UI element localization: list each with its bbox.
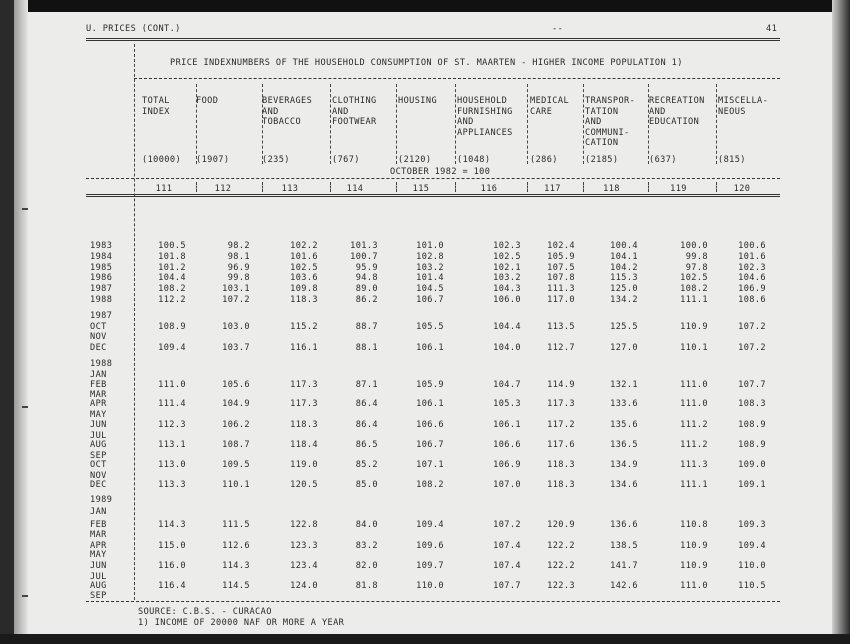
table-cell: 104.4 (493, 322, 521, 332)
table-cell: 115.0 (158, 541, 186, 551)
code-separator (196, 182, 197, 192)
row-label: AUG (90, 440, 107, 450)
table-cell: 113.3 (158, 480, 186, 490)
table-cell: 118.3 (547, 460, 575, 470)
column-header-label: AND (585, 117, 602, 127)
table-cell: 105.9 (547, 252, 575, 262)
table-cell: 102.3 (493, 241, 521, 251)
column-weight: (815) (718, 155, 746, 165)
column-header-label: MISCELLA- (718, 96, 769, 106)
table-cell: 119.0 (290, 460, 318, 470)
table-cell: 118.3 (547, 480, 575, 490)
column-header-label: HOUSING (398, 96, 438, 106)
table-cell: 122.3 (547, 581, 575, 591)
table-cell: 111.0 (680, 399, 708, 409)
table-cell: 86.5 (355, 440, 378, 450)
row-label: SEP (90, 451, 107, 461)
column-separator (396, 84, 397, 164)
table-cell: 104.0 (493, 343, 521, 353)
table-cell: 111.0 (158, 380, 186, 390)
column-header-label: TOTAL (142, 96, 170, 106)
code-separator (455, 182, 456, 192)
table-cell: 120.5 (290, 480, 318, 490)
table-cell: 123.4 (290, 561, 318, 571)
column-code: 118 (603, 184, 620, 194)
table-cell: 108.9 (158, 322, 186, 332)
table-cell: 81.8 (355, 581, 378, 591)
table-cell: 110.9 (680, 322, 708, 332)
column-header-label: CATION (585, 138, 619, 148)
table-cell: 125.5 (610, 322, 638, 332)
table-cell: 88.7 (355, 322, 378, 332)
code-separator (330, 182, 331, 192)
table-cell: 117.2 (547, 420, 575, 430)
table-cell: 102.4 (547, 241, 575, 251)
table-cell: 100.5 (158, 241, 186, 251)
scan-left-edge (0, 0, 14, 644)
table-cell: 102.5 (493, 252, 521, 262)
table-cell: 100.4 (610, 241, 638, 251)
table-cell: 101.0 (416, 241, 444, 251)
column-code: 119 (670, 184, 687, 194)
code-separator (396, 182, 397, 192)
row-label: DEC (90, 343, 107, 353)
table-title: PRICE INDEXNUMBERS OF THE HOUSEHOLD CONSUMPTION OF ST. MAARTEN - HIGHER INCOME POPULATION 1) (170, 58, 683, 68)
table-cell: 106.2 (222, 420, 250, 430)
column-code: 113 (281, 184, 299, 194)
table-cell: 109.1 (738, 480, 766, 490)
column-header-label: CLOTHING (332, 96, 377, 106)
column-separator (716, 84, 717, 164)
column-separator (583, 84, 584, 164)
table-cell: 107.7 (738, 380, 766, 390)
row-label: MAY (90, 550, 107, 560)
table-cell: 100.6 (738, 241, 766, 251)
row-label: NOV (90, 332, 107, 342)
stub-divider (134, 44, 135, 600)
scan-bottom-edge (0, 634, 850, 644)
column-header-label: HOUSEHOLD (457, 96, 508, 106)
table-cell: 111.1 (680, 480, 708, 490)
table-cell: 107.2 (222, 295, 250, 305)
column-weight: (235) (262, 155, 290, 165)
row-label: 1987 (90, 311, 113, 321)
header-mid-mark: -- (552, 24, 564, 34)
table-cell: 117.3 (547, 399, 575, 409)
table-cell: 106.9 (493, 460, 521, 470)
column-header-label: FURNISHING (457, 106, 513, 117)
page-number: 41 (766, 24, 778, 34)
table-cell: 88.1 (355, 343, 378, 353)
table-cell: 101.4 (416, 273, 444, 283)
table-cell: 111.3 (547, 284, 575, 294)
code-separator (648, 182, 649, 192)
column-header-label: BEVERAGES (262, 96, 313, 106)
table-cell: 114.9 (547, 380, 575, 390)
table-cell: 105.9 (416, 380, 444, 390)
column-header-label: TATION (585, 106, 619, 117)
table-cell: 104.2 (610, 263, 638, 273)
table-cell: 111.5 (222, 520, 250, 530)
table-cell: 127.0 (610, 343, 638, 353)
binding-mark (22, 595, 28, 597)
table-cell: 115.3 (610, 273, 638, 283)
table-cell: 107.7 (493, 581, 521, 591)
binding-mark (22, 406, 28, 408)
column-weight: (10000) (142, 155, 182, 165)
table-cell: 101.8 (158, 252, 186, 262)
table-cell: 108.7 (222, 440, 250, 450)
row-label: 1988 (90, 295, 113, 305)
table-cell: 123.3 (290, 541, 318, 551)
row-label: JUL (90, 431, 107, 441)
column-weight: (286) (530, 155, 558, 165)
table-cell: 109.6 (416, 541, 444, 551)
column-header-label: TOBACCO (262, 117, 302, 127)
row-label: 1985 (90, 263, 113, 273)
table-cell: 102.5 (680, 273, 708, 283)
table-cell: 134.2 (610, 295, 638, 305)
column-header-label: NEOUS (718, 106, 746, 117)
row-label: 1984 (90, 252, 113, 262)
row-label: FEB (90, 520, 107, 530)
table-cell: 117.0 (547, 295, 575, 305)
table-cell: 103.1 (222, 284, 250, 294)
table-cell: 108.2 (680, 284, 708, 294)
table-cell: 107.4 (493, 541, 521, 551)
table-cell: 118.4 (290, 440, 318, 450)
table-cell: 114.5 (222, 581, 250, 591)
table-cell: 89.0 (355, 284, 378, 294)
table-cell: 99.8 (685, 252, 708, 262)
table-cell: 107.1 (416, 460, 444, 470)
table-cell: 106.6 (493, 440, 521, 450)
table-cell: 106.0 (493, 295, 521, 305)
table-cell: 109.4 (416, 520, 444, 530)
table-cell: 86.4 (355, 399, 378, 409)
table-cell: 111.3 (680, 460, 708, 470)
column-weight: (1048) (457, 155, 491, 165)
table-cell: 135.6 (610, 420, 638, 430)
column-weight: (767) (332, 155, 360, 165)
top-rule (86, 38, 780, 41)
column-header-label: COMMUNI- (585, 127, 630, 138)
table-cell: 106.7 (416, 295, 444, 305)
table-cell: 117.3 (290, 380, 318, 390)
row-label: APR (90, 399, 107, 409)
column-code: 120 (733, 184, 751, 194)
table-cell: 107.5 (547, 263, 575, 273)
row-label: FEB (90, 380, 107, 390)
table-cell: 101.6 (290, 252, 318, 262)
code-separator (716, 182, 717, 192)
table-cell: 116.1 (290, 343, 318, 353)
table-cell: 122.2 (547, 561, 575, 571)
table-cell: 109.5 (222, 460, 250, 470)
column-header-label: FOOTWEAR (332, 117, 377, 127)
table-cell: 107.2 (493, 520, 521, 530)
table-cell: 110.8 (680, 520, 708, 530)
table-cell: 111.2 (680, 420, 708, 430)
column-weight: (2120) (398, 155, 432, 165)
base-period-note: OCTOBER 1982 = 100 (390, 167, 491, 177)
table-cell: 105.6 (222, 380, 250, 390)
table-cell: 111.1 (680, 295, 708, 305)
header-section-label: U. PRICES (CONT.) (86, 24, 181, 34)
scan-top-edge (0, 0, 850, 12)
column-separator (527, 84, 528, 164)
table-cell: 134.6 (610, 480, 638, 490)
column-code: 111 (155, 184, 173, 194)
table-cell: 104.9 (222, 399, 250, 409)
column-header-label: TRANSPOR- (585, 96, 636, 106)
table-cell: 87.1 (355, 380, 378, 390)
column-weight: (1907) (196, 155, 230, 165)
table-cell: 104.7 (493, 380, 521, 390)
table-cell: 117.6 (547, 440, 575, 450)
code-separator (262, 182, 263, 192)
table-cell: 111.2 (680, 440, 708, 450)
table-cell: 115.2 (290, 322, 318, 332)
table-cell: 111.0 (680, 581, 708, 591)
table-cell: 122.8 (290, 520, 318, 530)
table-cell: 103.2 (493, 273, 521, 283)
table-cell: 114.3 (222, 561, 250, 571)
table-cell: 132.1 (610, 380, 638, 390)
table-cell: 100.7 (350, 252, 378, 262)
scan-right-edge (832, 0, 850, 644)
table-cell: 106.9 (738, 284, 766, 294)
table-cell: 109.7 (416, 561, 444, 571)
table-cell: 110.5 (738, 581, 766, 591)
table-cell: 108.6 (738, 295, 766, 305)
table-cell: 116.4 (158, 581, 186, 591)
source-note: SOURCE: C.B.S. - CURACAO (138, 607, 272, 617)
column-header-label: MEDICAL (530, 96, 570, 106)
column-code: 114 (346, 184, 364, 194)
table-cell: 86.2 (355, 295, 378, 305)
table-cell: 112.7 (547, 343, 575, 353)
table-cell: 95.9 (355, 263, 378, 273)
table-cell: 104.1 (610, 252, 638, 262)
table-cell: 118.3 (290, 420, 318, 430)
table-cell: 136.5 (610, 440, 638, 450)
header-rule (86, 178, 780, 179)
row-label: MAR (90, 390, 107, 400)
binding-mark (22, 208, 28, 210)
table-cell: 111.0 (680, 380, 708, 390)
column-header-label: CARE (530, 106, 553, 117)
row-label: JUN (90, 561, 107, 571)
table-cell: 109.4 (158, 343, 186, 353)
table-cell: 110.0 (738, 561, 766, 571)
table-cell: 108.3 (738, 399, 766, 409)
column-header-label: AND (457, 117, 474, 127)
code-separator (583, 182, 584, 192)
table-cell: 101.2 (158, 263, 186, 273)
table-cell: 124.0 (290, 581, 318, 591)
column-header-label: FOOD (196, 96, 219, 106)
table-cell: 83.2 (355, 541, 378, 551)
table-cell: 136.6 (610, 520, 638, 530)
row-label: JUN (90, 420, 107, 430)
row-label: SEP (90, 591, 107, 601)
table-cell: 113.5 (547, 322, 575, 332)
table-cell: 108.2 (416, 480, 444, 490)
table-cell: 112.3 (158, 420, 186, 430)
column-code: 117 (544, 184, 561, 194)
table-cell: 107.2 (738, 343, 766, 353)
row-label: DEC (90, 480, 107, 490)
table-cell: 110.1 (222, 480, 250, 490)
table-cell: 117.3 (290, 399, 318, 409)
table-cell: 109.3 (738, 520, 766, 530)
row-label: 1986 (90, 273, 113, 283)
table-cell: 109.0 (738, 460, 766, 470)
table-cell: 133.6 (610, 399, 638, 409)
column-header-label: EDUCATION (649, 117, 700, 127)
table-cell: 100.0 (680, 241, 708, 251)
row-label: APR (90, 541, 107, 551)
table-cell: 102.5 (290, 263, 318, 273)
table-cell: 107.8 (547, 273, 575, 283)
table-cell: 103.7 (222, 343, 250, 353)
table-cell: 110.0 (416, 581, 444, 591)
table-cell: 114.3 (158, 520, 186, 530)
row-label: OCT (90, 460, 107, 470)
row-label: JAN (90, 370, 107, 380)
table-cell: 98.2 (227, 241, 250, 251)
table-cell: 107.2 (738, 322, 766, 332)
table-cell: 84.0 (355, 520, 378, 530)
table-cell: 82.0 (355, 561, 378, 571)
table-cell: 122.2 (547, 541, 575, 551)
row-label: JUL (90, 572, 107, 582)
code-rule (86, 194, 780, 197)
table-cell: 125.0 (610, 284, 638, 294)
table-cell: 110.1 (680, 343, 708, 353)
table-cell: 112.2 (158, 295, 186, 305)
table-cell: 107.0 (493, 480, 521, 490)
table-cell: 104.5 (416, 284, 444, 294)
row-label: NOV (90, 471, 107, 481)
row-label: AUG (90, 581, 107, 591)
column-header-label: APPLIANCES (457, 127, 513, 138)
table-cell: 110.9 (680, 541, 708, 551)
table-cell: 113.0 (158, 460, 186, 470)
table-cell: 116.0 (158, 561, 186, 571)
title-rule (134, 78, 780, 79)
table-cell: 141.7 (610, 561, 638, 571)
column-header-label: INDEX (142, 106, 170, 117)
table-cell: 138.5 (610, 541, 638, 551)
bottom-rule (86, 601, 780, 602)
table-cell: 108.9 (738, 440, 766, 450)
page-gutter-shadow (14, 0, 28, 644)
row-label: 1989 (90, 495, 113, 505)
table-cell: 85.0 (355, 480, 378, 490)
table-cell: 105.3 (493, 399, 521, 409)
table-cell: 109.8 (290, 284, 318, 294)
table-cell: 106.1 (416, 399, 444, 409)
table-cell: 108.2 (158, 284, 186, 294)
table-cell: 102.8 (416, 252, 444, 262)
table-cell: 106.1 (493, 420, 521, 430)
row-label: MAY (90, 410, 107, 420)
table-cell: 142.6 (610, 581, 638, 591)
row-label: MAR (90, 530, 107, 540)
table-cell: 102.1 (493, 263, 521, 273)
table-cell: 107.4 (493, 561, 521, 571)
table-cell: 134.9 (610, 460, 638, 470)
table-cell: 109.4 (738, 541, 766, 551)
table-cell: 104.3 (493, 284, 521, 294)
table-cell: 103.2 (416, 263, 444, 273)
row-label: OCT (90, 322, 107, 332)
table-cell: 85.2 (355, 460, 378, 470)
column-header-label: RECREATION (649, 96, 705, 106)
footnote: 1) INCOME OF 20000 NAF OR MORE A YEAR (138, 618, 345, 628)
row-label: 1987 (90, 284, 113, 294)
table-cell: 101.3 (350, 241, 378, 251)
table-cell: 99.8 (227, 273, 250, 283)
table-cell: 112.6 (222, 541, 250, 551)
code-separator (527, 182, 528, 192)
table-cell: 102.2 (290, 241, 318, 251)
table-cell: 94.8 (355, 273, 378, 283)
table-cell: 106.6 (416, 420, 444, 430)
column-code: 115 (412, 184, 430, 194)
table-cell: 103.0 (222, 322, 250, 332)
column-weight: (637) (649, 155, 677, 165)
column-header-label: AND (332, 106, 349, 117)
column-header-label: AND (262, 106, 279, 117)
table-cell: 97.8 (685, 263, 708, 273)
column-separator (330, 84, 331, 164)
row-label: 1988 (90, 359, 113, 369)
column-code: 116 (480, 184, 498, 194)
table-cell: 101.6 (738, 252, 766, 262)
row-label: 1983 (90, 241, 113, 251)
table-cell: 120.9 (547, 520, 575, 530)
table-cell: 104.6 (738, 273, 766, 283)
column-header-label: AND (649, 106, 666, 117)
table-cell: 118.3 (290, 295, 318, 305)
table-cell: 104.4 (158, 273, 186, 283)
table-cell: 106.7 (416, 440, 444, 450)
column-weight: (2185) (585, 155, 619, 165)
table-cell: 113.1 (158, 440, 186, 450)
column-separator (455, 84, 456, 164)
table-cell: 105.5 (416, 322, 444, 332)
table-cell: 110.9 (680, 561, 708, 571)
table-cell: 108.9 (738, 420, 766, 430)
table-cell: 96.9 (227, 263, 250, 273)
row-label: JAN (90, 507, 107, 517)
table-cell: 98.1 (227, 252, 250, 262)
table-cell: 86.4 (355, 420, 378, 430)
table-cell: 106.1 (416, 343, 444, 353)
table-cell: 103.6 (290, 273, 318, 283)
table-cell: 111.4 (158, 399, 186, 409)
column-code: 112 (214, 184, 232, 194)
table-cell: 102.3 (738, 263, 766, 273)
